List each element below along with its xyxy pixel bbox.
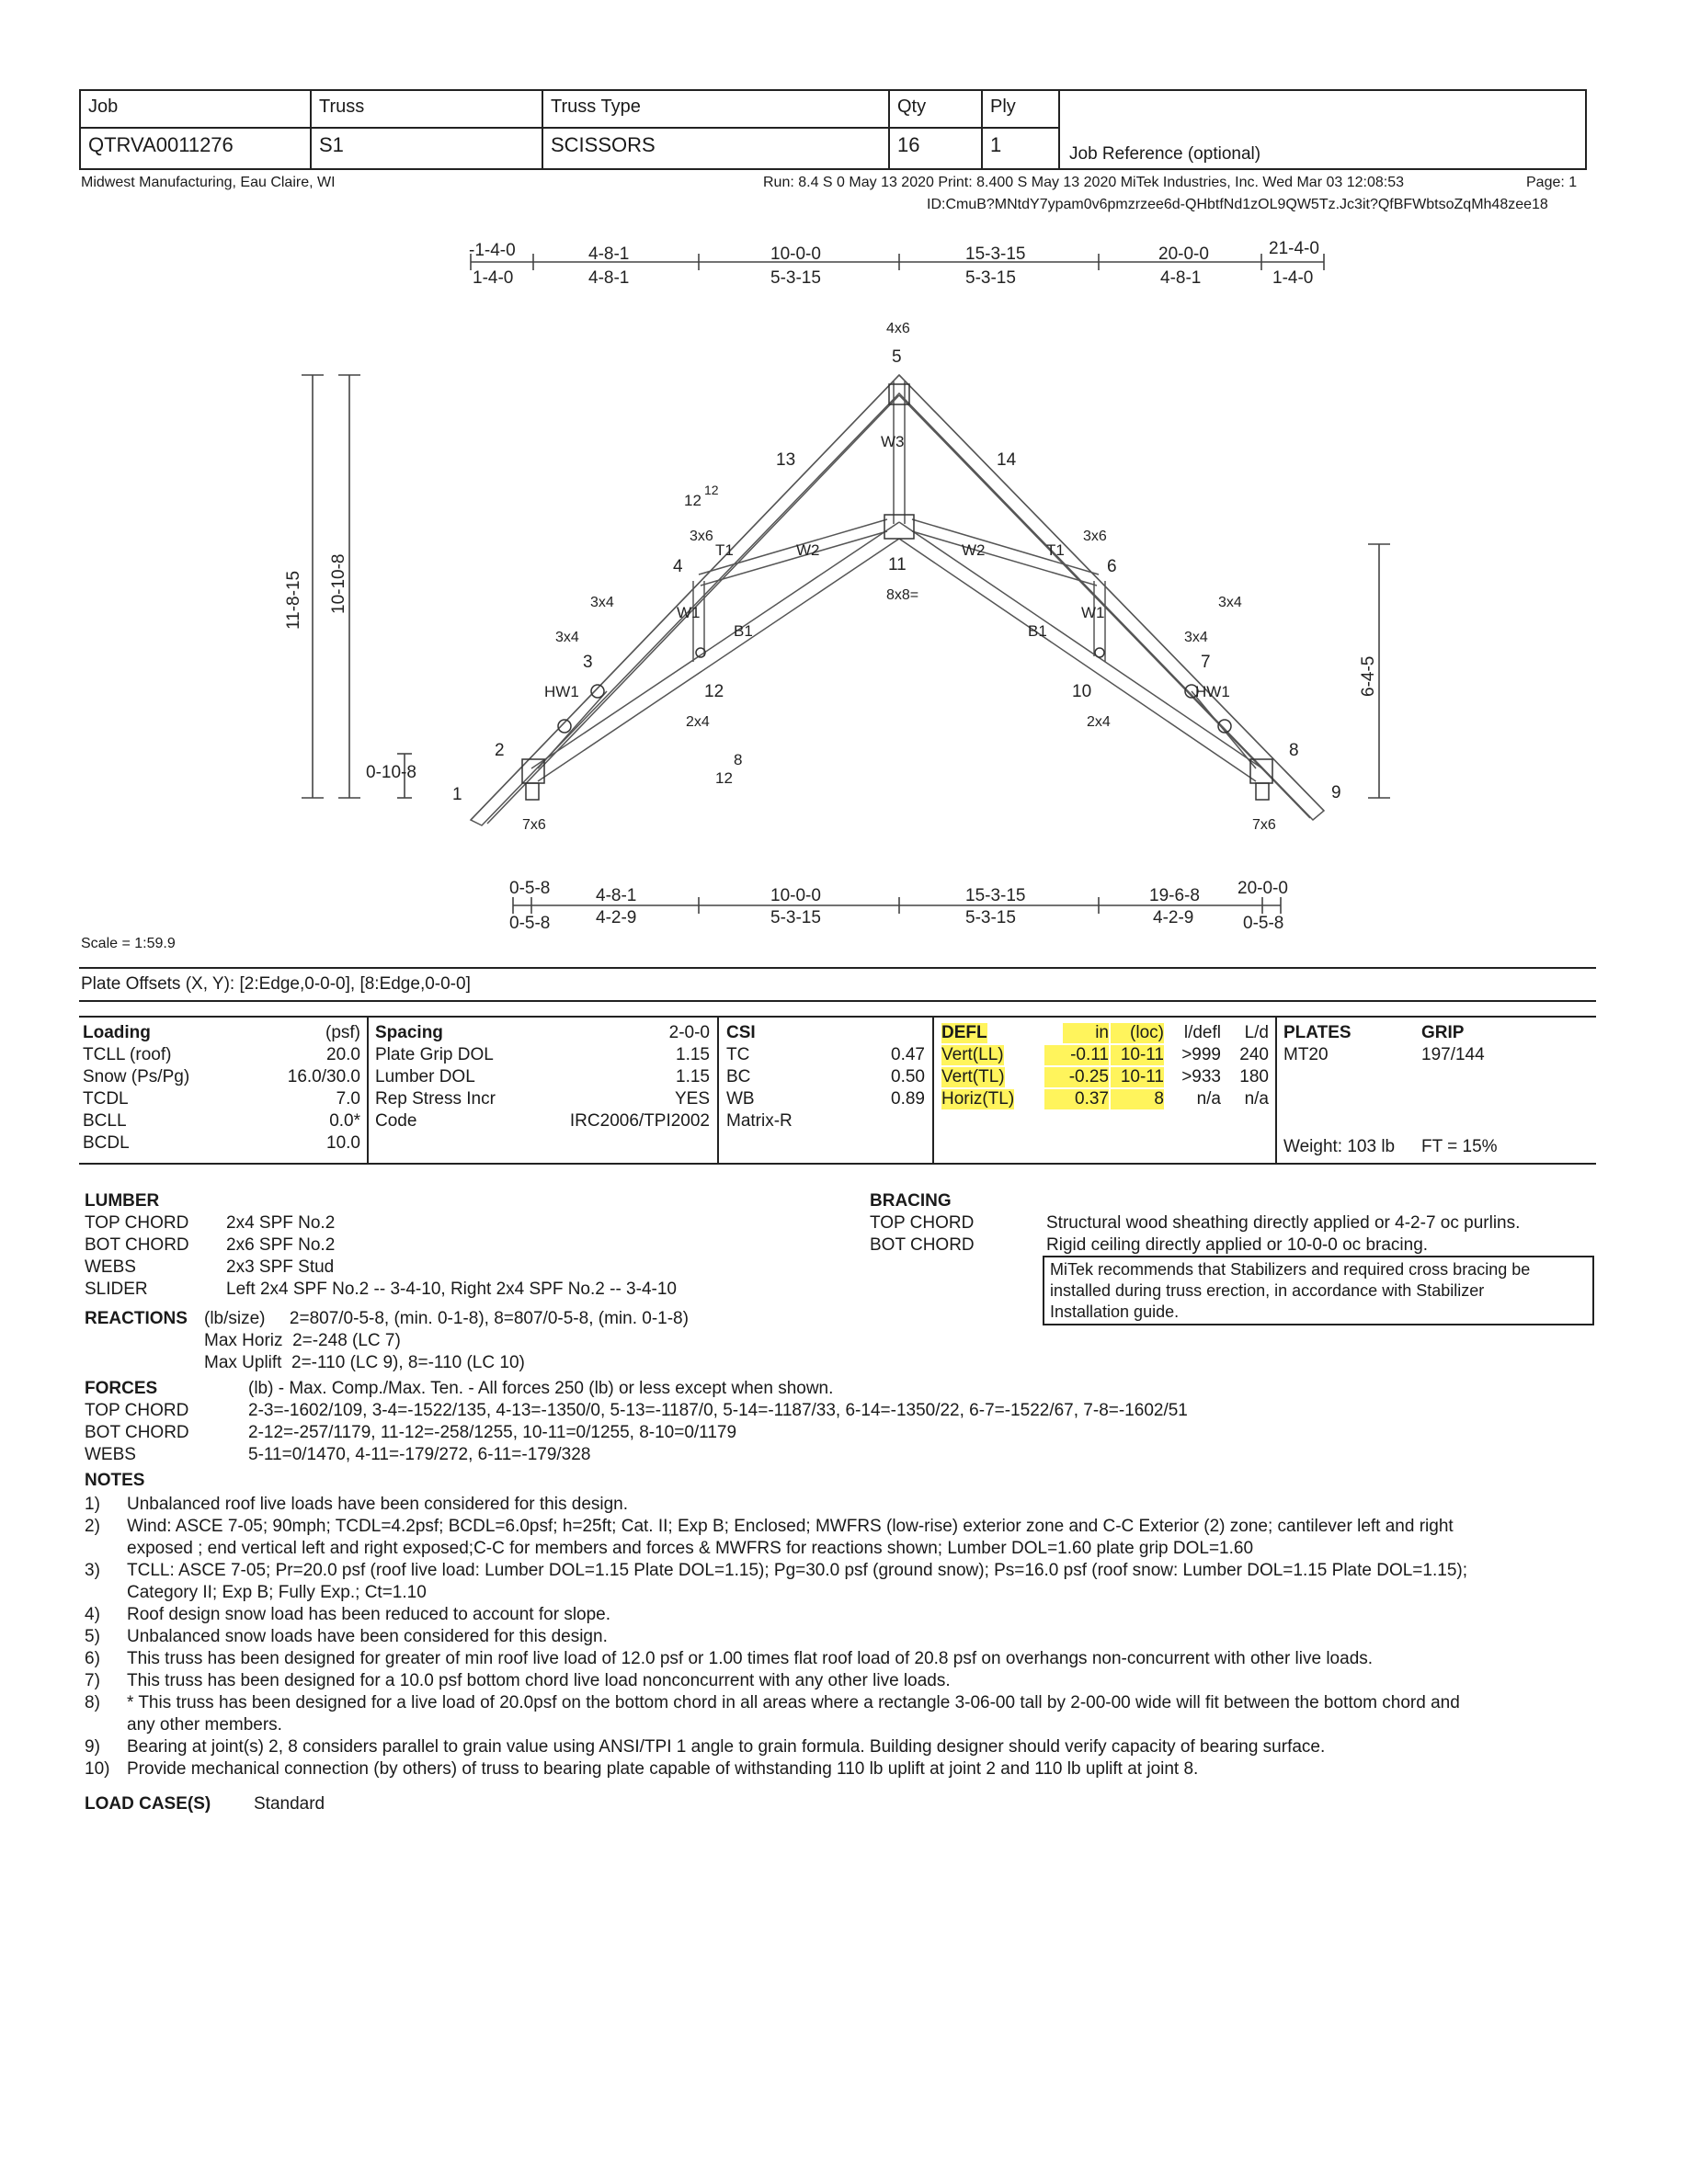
spacing-label: Rep Stress Incr (375, 1089, 496, 1109)
loading-label: TCDL (83, 1089, 129, 1109)
ply-value: 1 (990, 133, 1002, 156)
spacing-value: 2-0-0 (668, 1023, 710, 1042)
grip-header: GRIP (1421, 1023, 1465, 1042)
defl-loc: 10-11 (1111, 1045, 1164, 1065)
note-line: any other members. (127, 1715, 282, 1735)
note-number: 9) (85, 1737, 100, 1757)
forces-value: 5-11=0/1470, 4-11=-179/272, 6-11=-179/328 (248, 1445, 591, 1464)
spacing-label: Lumber DOL (375, 1067, 475, 1086)
forces-value: 2-12=-257/1179, 11-12=-258/1255, 10-11=0/1255, 8-10=0/1179 (248, 1423, 737, 1442)
csi-label: Matrix-R (726, 1111, 793, 1131)
spacing-value: IRC2006/TPI2002 (569, 1111, 710, 1131)
plate-joint-3 (591, 685, 604, 698)
plate-label-7b: 3x4 (1184, 630, 1208, 645)
plate-label-6: 3x6 (1083, 529, 1107, 544)
csi-header: CSI (726, 1023, 756, 1042)
forces-label: BOT CHORD (85, 1423, 189, 1442)
bot-dim-upper-5: 19-6-8 (1149, 886, 1200, 905)
defl-ldefl: n/a (1196, 1089, 1221, 1109)
note-line: Unbalanced roof live loads have been considered for this design. (127, 1495, 629, 1514)
lumber-value: 2x6 SPF No.2 (226, 1235, 336, 1255)
stabilizer-note-line: installed during truss erection, in accordance with Stabilizer (1050, 1281, 1485, 1300)
top-dim-upper-4: 15-3-15 (965, 245, 1026, 264)
note-line: Bearing at joint(s) 2, 8 considers parallel to grain value using ANSI/TPI 1 angle to grain formula. Building designer should verify capacity of bearing surface. (127, 1737, 1326, 1757)
bottom-chord-right (899, 522, 1262, 768)
truss-value: S1 (319, 133, 344, 156)
notes-header: NOTES (85, 1471, 145, 1490)
note-line: Roof design snow load has been reduced to account for slope. (127, 1605, 611, 1624)
defl-in-header: in (1063, 1023, 1109, 1043)
top-dim-lower-1: 1-4-0 (473, 268, 514, 288)
plate-label-5: 4x6 (886, 321, 910, 336)
loading-label: Snow (Ps/Pg) (83, 1067, 190, 1086)
qty-value: 16 (897, 133, 920, 156)
spacing-header: Spacing (375, 1023, 443, 1042)
defl-loc-header: (loc) (1111, 1023, 1164, 1043)
bracing-label: BOT CHORD (870, 1235, 975, 1255)
joint-7: 7 (1201, 653, 1211, 672)
joint-10: 10 (1072, 682, 1092, 701)
company-name: Midwest Manufacturing, Eau Claire, WI (81, 175, 336, 190)
joint-9: 9 (1331, 783, 1341, 802)
bot-dim-upper-6: 20-0-0 (1237, 879, 1288, 898)
page-number: Page: 1 (1526, 175, 1578, 190)
bot-dim-lower-4: 5-3-15 (965, 908, 1016, 927)
defl-ld: 180 (1239, 1067, 1269, 1086)
note-line: This truss has been designed for greater of min roof live load of 12.0 psf or 1.00 times flat roof load of 20.8 psf on overhangs non-concurrent with other live loads. (127, 1649, 1374, 1668)
joint-8: 8 (1289, 741, 1299, 760)
plate-label-8: 7x6 (1252, 817, 1276, 833)
joint-13: 13 (776, 450, 796, 470)
slider-left (538, 691, 607, 768)
reactions-header: REACTIONS (85, 1309, 188, 1328)
bracing-value: Structural wood sheathing directly applied or 4-2-7 oc purlins. (1046, 1213, 1521, 1233)
defl-in: -0.25 (1044, 1067, 1109, 1087)
csi-value: 0.47 (891, 1045, 925, 1064)
stabilizer-note-box (1043, 1256, 1594, 1325)
member-b1-right: B1 (1028, 622, 1047, 640)
divider (79, 1000, 1596, 1002)
ft-value: FT = 15% (1421, 1137, 1498, 1156)
defl-label: Vert(LL) (941, 1045, 1004, 1064)
job-value: QTRVA0011276 (88, 133, 234, 156)
right-height-label: 6-4-5 (1359, 655, 1378, 697)
forces-intro: (lb) - Max. Comp./Max. Ten. - All forces 250 (lb) or less except when shown. (248, 1379, 834, 1398)
lumber-value: 2x3 SPF Stud (226, 1257, 335, 1277)
forces-label: WEBS (85, 1445, 136, 1464)
note-line: Provide mechanical connection (by others) of truss to bearing plate capable of withstanding 110 lb uplift at joint 2 and 110 lb uplift at joint 8. (127, 1759, 1199, 1779)
loading-value: 16.0/30.0 (287, 1067, 360, 1086)
plate-joint-10 (1095, 648, 1104, 657)
pitch-top-run: 12 (684, 492, 701, 509)
csi-value: 0.89 (891, 1089, 925, 1109)
stabilizer-note-line: Installation guide. (1050, 1302, 1180, 1321)
csi-label: TC (726, 1045, 750, 1064)
member-w1-right: W1 (1081, 604, 1105, 621)
overall-height-label: 11-8-15 (284, 570, 303, 630)
bot-dim-upper-3: 10-0-0 (770, 886, 821, 905)
joint-6: 6 (1107, 557, 1117, 576)
plate-label-7a: 3x4 (1218, 595, 1242, 610)
bot-dim-lower-6: 0-5-8 (1243, 914, 1284, 933)
top-dim-upper-6: 21-4-0 (1269, 239, 1319, 258)
note-line: This truss has been designed for a 10.0 psf bottom chord live load nonconcurrent with any other live loads. (127, 1671, 951, 1690)
bot-dim-lower-5: 4-2-9 (1153, 908, 1194, 927)
divider (79, 967, 1596, 969)
job-label: Job (88, 97, 119, 117)
note-number: 1) (85, 1495, 100, 1514)
top-dim-lower-2: 4-8-1 (588, 268, 630, 288)
joint-3: 3 (583, 653, 593, 672)
bracing-header: BRACING (870, 1191, 952, 1211)
member-hw1-left: HW1 (544, 683, 579, 700)
member-w3: W3 (881, 433, 905, 450)
note-number: 3) (85, 1561, 100, 1580)
defl-ld: 240 (1239, 1045, 1269, 1064)
plate-label-2: 7x6 (522, 817, 546, 833)
heel-height-label: 0-10-8 (366, 763, 416, 782)
member-w1-left: W1 (677, 604, 701, 621)
bottom-chord-left (531, 522, 899, 768)
loading-psf-header: (psf) (325, 1023, 360, 1042)
bearing-left (526, 783, 539, 800)
csi-label: WB (726, 1089, 755, 1109)
slider-right (1192, 691, 1256, 768)
pitch-bottom-run: 12 (715, 769, 733, 787)
truss-weight: Weight: 103 lb (1283, 1137, 1396, 1156)
plate-grip: 197/144 (1421, 1045, 1485, 1064)
member-t1-right: T1 (1046, 541, 1065, 559)
loading-header: Loading (83, 1023, 151, 1042)
lumber-value: Left 2x4 SPF No.2 -- 3-4-10, Right 2x4 SPF No.2 -- 3-4-10 (226, 1280, 677, 1299)
lumber-label: WEBS (85, 1257, 136, 1277)
member-b1-left: B1 (734, 622, 753, 640)
top-dim-lower-4: 5-3-15 (965, 268, 1016, 288)
scale-label: Scale = 1:59.9 (81, 936, 176, 951)
forces-value: 2-3=-1602/109, 3-4=-1522/135, 4-13=-1350/0, 5-13=-1187/0, 5-14=-1187/33, 6-14=-1350/22, 6-7=-1522/67, 7-8=-1602/51 (248, 1401, 1188, 1420)
defl-ld: n/a (1244, 1089, 1269, 1109)
bot-dim-lower-1: 0-5-8 (509, 914, 551, 933)
defl-in: -0.11 (1044, 1045, 1109, 1065)
plate-name: MT20 (1283, 1045, 1329, 1064)
reactions-line: (lb/size) 2=807/0-5-8, (min. 0-1-8), 8=807/0-5-8, (min. 0-1-8) (204, 1309, 689, 1328)
defl-loc: 8 (1111, 1089, 1164, 1109)
plate-offsets: Plate Offsets (X, Y): [2:Edge,0-0-0], [8:Edge,0-0-0] (81, 974, 471, 994)
lumber-header: LUMBER (85, 1191, 160, 1211)
plate-label-3a: 3x4 (590, 595, 614, 610)
top-dim-lower-3: 5-3-15 (770, 268, 821, 288)
forces-header: FORCES (85, 1379, 158, 1398)
loading-value: 0.0* (329, 1111, 360, 1131)
defl-loc: 10-11 (1111, 1067, 1164, 1087)
truss-type-label: Truss Type (551, 97, 641, 117)
member-w2-right: W2 (962, 541, 986, 559)
joint-5: 5 (892, 347, 902, 367)
spacing-label: Plate Grip DOL (375, 1045, 494, 1064)
member-t1-left: T1 (715, 541, 734, 559)
loading-value: 10.0 (326, 1133, 360, 1153)
ply-label: Ply (990, 97, 1016, 117)
defl-header: DEFL (941, 1023, 987, 1042)
bot-dim-lower-3: 5-3-15 (770, 908, 821, 927)
csi-value: 0.50 (891, 1067, 925, 1086)
pitch-top-rise: 12 (704, 483, 719, 497)
lumber-value: 2x4 SPF No.2 (226, 1213, 336, 1233)
note-number: 7) (85, 1671, 100, 1690)
load-cases-header: LOAD CASE(S) (85, 1794, 211, 1814)
spacing-label: Code (375, 1111, 417, 1131)
spacing-value: 1.15 (676, 1045, 710, 1064)
lumber-label: BOT CHORD (85, 1235, 189, 1255)
defl-ldefl-header: l/defl (1183, 1023, 1221, 1042)
bot-dim-upper-2: 4-8-1 (596, 886, 637, 905)
top-dim-upper-5: 20-0-0 (1158, 245, 1209, 264)
qty-label: Qty (897, 97, 927, 117)
note-line: exposed ; end vertical left and right exposed;C-C for members and forces & MWFRS for reactions shown; Lumber DOL=1.60 plate grip DOL=1.60 (127, 1539, 1254, 1558)
spacing-value: 1.15 (676, 1067, 710, 1086)
inner-height-label: 10-10-8 (329, 553, 348, 614)
loading-label: BCDL (83, 1133, 130, 1153)
plates-header: PLATES (1283, 1023, 1352, 1042)
lumber-label: TOP CHORD (85, 1213, 189, 1233)
lumber-label: SLIDER (85, 1280, 148, 1299)
note-line: TCLL: ASCE 7-05; Pr=20.0 psf (roof live load: Lumber DOL=1.15 Plate DOL=1.15); Pg=30.0 psf (ground snow); Ps=16.0 psf (roof snow: Lumber DOL=1.15 Plate DOL=1.15); (127, 1561, 1467, 1580)
loading-label: TCLL (roof) (83, 1045, 172, 1064)
plate-label-11: 8x8= (886, 587, 919, 603)
defl-label: Vert(TL) (941, 1067, 1005, 1086)
note-number: 10) (85, 1759, 110, 1779)
reactions-line: Max Horiz 2=-248 (LC 7) (204, 1331, 401, 1350)
bot-dim-lower-2: 4-2-9 (596, 908, 637, 927)
truss-label: Truss (319, 97, 365, 117)
run-info: Run: 8.4 S 0 May 13 2020 Print: 8.400 S May 13 2020 MiTek Industries, Inc. Wed Mar 03 12:08:53 (763, 175, 1404, 190)
truss-type-value: SCISSORS (551, 133, 656, 156)
pitch-bottom-rise: 8 (734, 751, 743, 768)
forces-label: TOP CHORD (85, 1401, 189, 1420)
defl-label: Horiz(TL) (941, 1089, 1015, 1109)
bracing-label: TOP CHORD (870, 1213, 975, 1233)
loading-label: BCLL (83, 1111, 127, 1131)
top-dim-lower-5: 4-8-1 (1160, 268, 1202, 288)
top-dim-upper-1: -1-4-0 (469, 241, 516, 260)
bracing-value: Rigid ceiling directly applied or 10-0-0 oc bracing. (1046, 1235, 1429, 1255)
member-w2-left: W2 (796, 541, 820, 559)
defl-ldefl: >999 (1181, 1045, 1221, 1064)
note-number: 2) (85, 1517, 100, 1536)
top-dim-upper-2: 4-8-1 (588, 245, 630, 264)
note-number: 5) (85, 1627, 100, 1646)
id-line: ID:CmuB?MNtdY7ypam0v6pmzrzee6d-QHbtfNd1zOL9QW5Tz.Jc3it?QfBFWbtsoZqMh48zee18 (927, 197, 1548, 212)
note-line: * This truss has been designed for a live load of 20.0psf on the bottom chord in all areas where a rectangle 3-06-00 tall by 2-00-00 wide will fit between the bottom chord and (127, 1693, 1460, 1712)
joint-1: 1 (452, 785, 462, 804)
joint-12: 12 (704, 682, 724, 701)
loading-value: 20.0 (326, 1045, 360, 1064)
defl-ldefl: >933 (1181, 1067, 1221, 1086)
defl-ld-header: L/d (1244, 1023, 1269, 1042)
plate-joint-11 (884, 515, 914, 539)
note-number: 4) (85, 1605, 100, 1624)
csi-label: BC (726, 1067, 751, 1086)
joint-11: 11 (888, 555, 907, 574)
stabilizer-note-line: MiTek recommends that Stabilizers and required cross bracing be (1050, 1260, 1531, 1279)
loading-value: 7.0 (336, 1089, 360, 1109)
member-hw1-right: HW1 (1195, 683, 1230, 700)
plate-label-10: 2x4 (1087, 714, 1111, 730)
spacing-value: YES (674, 1089, 710, 1109)
truss-drawing (0, 0, 1688, 965)
bot-dim-upper-4: 15-3-15 (965, 886, 1026, 905)
load-cases-value: Standard (254, 1794, 325, 1814)
note-line: Unbalanced snow loads have been considered for this design. (127, 1627, 608, 1646)
bot-dim-upper-1: 0-5-8 (509, 879, 551, 898)
reactions-line: Max Uplift 2=-110 (LC 9), 8=-110 (LC 10) (204, 1353, 525, 1372)
joint-2: 2 (495, 741, 505, 760)
top-dim-upper-3: 10-0-0 (770, 245, 821, 264)
note-number: 6) (85, 1649, 100, 1668)
joint-14: 14 (997, 450, 1017, 470)
plate-label-12: 2x4 (686, 714, 710, 730)
bearing-right (1256, 783, 1269, 800)
note-number: 8) (85, 1693, 100, 1712)
note-line: Category II; Exp B; Fully Exp.; Ct=1.10 (127, 1583, 427, 1602)
joint-4: 4 (673, 557, 683, 576)
job-reference-label: Job Reference (optional) (1069, 144, 1261, 164)
defl-in: 0.37 (1044, 1089, 1109, 1109)
top-dim-lower-6: 1-4-0 (1272, 268, 1314, 288)
plate-label-3b: 3x4 (555, 630, 579, 645)
note-line: Wind: ASCE 7-05; 90mph; TCDL=4.2psf; BCDL=6.0psf; h=25ft; Cat. II; Exp B; Enclosed; MWFRS (low-rise) exterior zone and C-C Exterior (2) zone; cantilever left and right (127, 1517, 1454, 1536)
design-summary-table (79, 1016, 1596, 1165)
plate-label-4: 3x6 (690, 529, 713, 544)
